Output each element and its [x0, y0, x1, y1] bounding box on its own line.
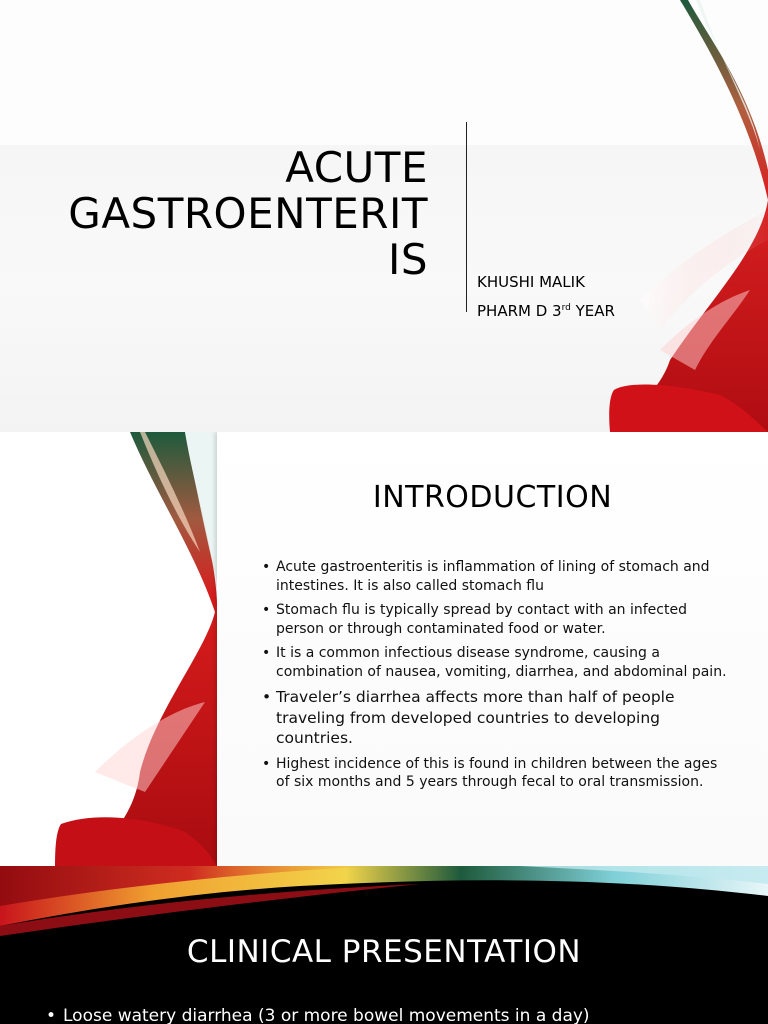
title-divider [466, 122, 467, 312]
list-item [260, 644, 730, 681]
introduction-slide [0, 432, 768, 866]
list-item [260, 558, 730, 595]
bullet-marker: • [46, 1006, 57, 1024]
bullet-marker: • [262, 755, 271, 772]
red-ribbon-decoration [600, 0, 768, 432]
title-slide [0, 0, 768, 432]
list-item [260, 601, 730, 638]
author-course-sup: rd [561, 303, 571, 313]
slide-heading: INTRODUCTION [372, 480, 613, 515]
author-block [477, 269, 615, 324]
bullet-text: Acute gastroenteritis is inflammation of lining of stomach and intestines. It is also called stomach flu [276, 559, 710, 594]
author-course-prefix: PHARM D 3 [477, 302, 562, 320]
list-item [260, 755, 730, 792]
bullet-marker: • [262, 645, 271, 661]
list-item [46, 1005, 590, 1024]
title-line: GASTROENTERIT [68, 189, 428, 238]
author-course [477, 295, 615, 324]
author-name: KHUSHI MALIK [477, 273, 585, 291]
bullet-marker: • [262, 559, 271, 575]
bullet-marker: • [262, 688, 272, 706]
slide-heading: CLINICAL PRESENTATION [186, 934, 582, 970]
red-ribbon-decoration [55, 432, 220, 866]
bullet-marker: • [262, 602, 271, 618]
title-line: IS [387, 235, 428, 284]
bullet-text: Loose watery diarrhea (3 or more bowel movements in a day) [63, 1006, 590, 1024]
list-item [260, 687, 730, 749]
bullet-list [46, 1005, 590, 1024]
bullet-text: Traveler’s diarrhea affects more than half of people traveling from developed countries to developing countries. [276, 688, 675, 747]
title-line: ACUTE [285, 143, 428, 192]
bullet-text: Stomach flu is typically spread by contact with an infected person or through contaminated food or water. [276, 602, 687, 637]
clinical-presentation-slide [0, 866, 768, 1024]
bullet-text: Highest incidence of this is found in children between the ages of six months and 5 years through fecal to oral transmission. [276, 755, 718, 790]
presentation-title [8, 145, 428, 283]
bullet-text: It is a common infectious disease syndrome, causing a combination of nausea, vomiting, diarrhea, and abdominal pain. [276, 645, 727, 680]
color-swoosh-decoration [0, 866, 768, 936]
author-course-suffix: YEAR [570, 302, 615, 320]
bullet-list [260, 558, 730, 798]
